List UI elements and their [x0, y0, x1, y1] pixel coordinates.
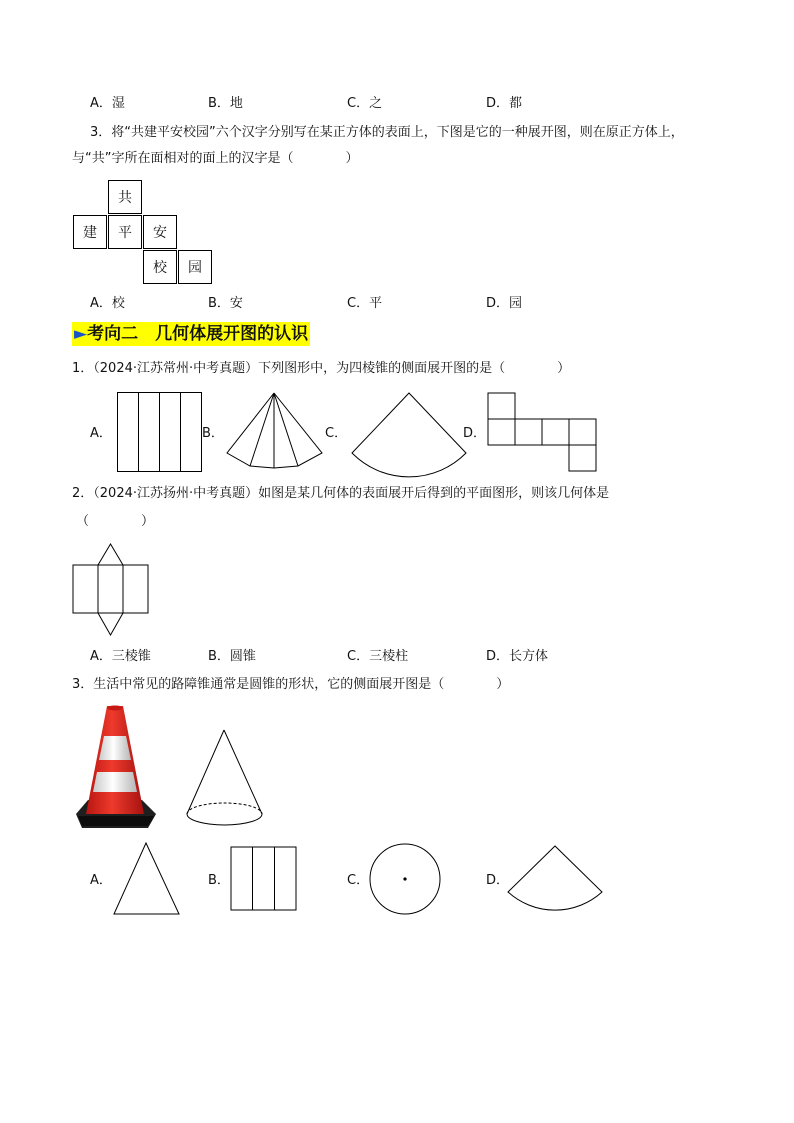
q3-option-b: B．安	[208, 296, 243, 311]
net-cell-an: 安	[143, 215, 177, 249]
net-cell-jian: 建	[73, 215, 107, 249]
q2-figure-prism-net	[72, 543, 150, 637]
net-cell-ping: 平	[108, 215, 142, 249]
q1-label-a: A．	[90, 426, 112, 441]
q1-label-c: C．	[325, 426, 348, 441]
q3-option-d: D．园	[486, 296, 523, 311]
q1-text: 1．（2024·江苏常州·中考真题）下列图形中，为四棱锥的侧面展开图的是（ ）	[72, 361, 571, 376]
q3-option-a: A．校	[90, 296, 125, 311]
section-title: 考向二 几何体展开图的认识	[87, 324, 309, 344]
q2-option-d: D．长方体	[486, 649, 549, 664]
q1-label-d: D．	[463, 426, 487, 441]
prev-option-b: B．地	[208, 96, 243, 111]
cone-diagram	[186, 729, 264, 826]
q2-text-line1: 2．（2024·江苏扬州·中考真题）如图是某几何体的表面展开后得到的平面图形，则该几何体是	[72, 486, 610, 501]
q1-figure-d-cube-net	[487, 392, 599, 472]
q1-figure-a-four-rectangles	[117, 392, 203, 474]
q2-option-c: C．三棱柱	[347, 649, 409, 664]
q3-cube-text-line2: 与“共”字所在面相对的面上的汉字是（ ）	[72, 151, 359, 166]
prev-option-d: D．都	[486, 96, 523, 111]
section-heading	[72, 322, 310, 346]
q1-label-b: B．	[202, 426, 224, 441]
traffic-cone-photo	[70, 704, 160, 830]
q3-cube-text-line1: 3．将“共建平安校园”六个汉字分别写在某正方体的表面上，下图是它的一种展开图，则在原正方体上，	[90, 125, 684, 140]
q3-cone-figure-b-rectangles	[230, 846, 298, 912]
net-cell-xiao: 校	[143, 250, 177, 284]
net-cell-gong: 共	[108, 180, 142, 214]
q3-cone-label-a: A．	[90, 873, 112, 888]
q3-cone-label-d: D．	[486, 873, 510, 888]
prev-option-a: A．湿	[90, 96, 125, 111]
q3-cone-figure-d-sector	[507, 845, 603, 915]
q3-cone-text: 3．生活中常见的路障锥通常是圆锥的形状，它的侧面展开图是（ ）	[72, 677, 510, 692]
section-arrow-icon: ►	[74, 324, 88, 344]
prev-option-c: C．之	[347, 96, 383, 111]
q3-option-c: C．平	[347, 296, 383, 311]
q2-text-line2: （ ）	[76, 514, 155, 529]
q3-cone-figure-a-triangle	[112, 842, 182, 916]
net-cell-yuan: 园	[178, 250, 212, 284]
q1-figure-c-sector	[350, 392, 468, 474]
q1-figure-b-four-triangles	[226, 392, 324, 468]
q3-cone-label-c: C．	[347, 873, 370, 888]
q2-option-a: A．三棱锥	[90, 649, 151, 664]
q3-cone-figure-c-circle	[369, 843, 441, 915]
q3-cone-label-b: B．	[208, 873, 230, 888]
q2-option-b: B．圆锥	[208, 649, 256, 664]
